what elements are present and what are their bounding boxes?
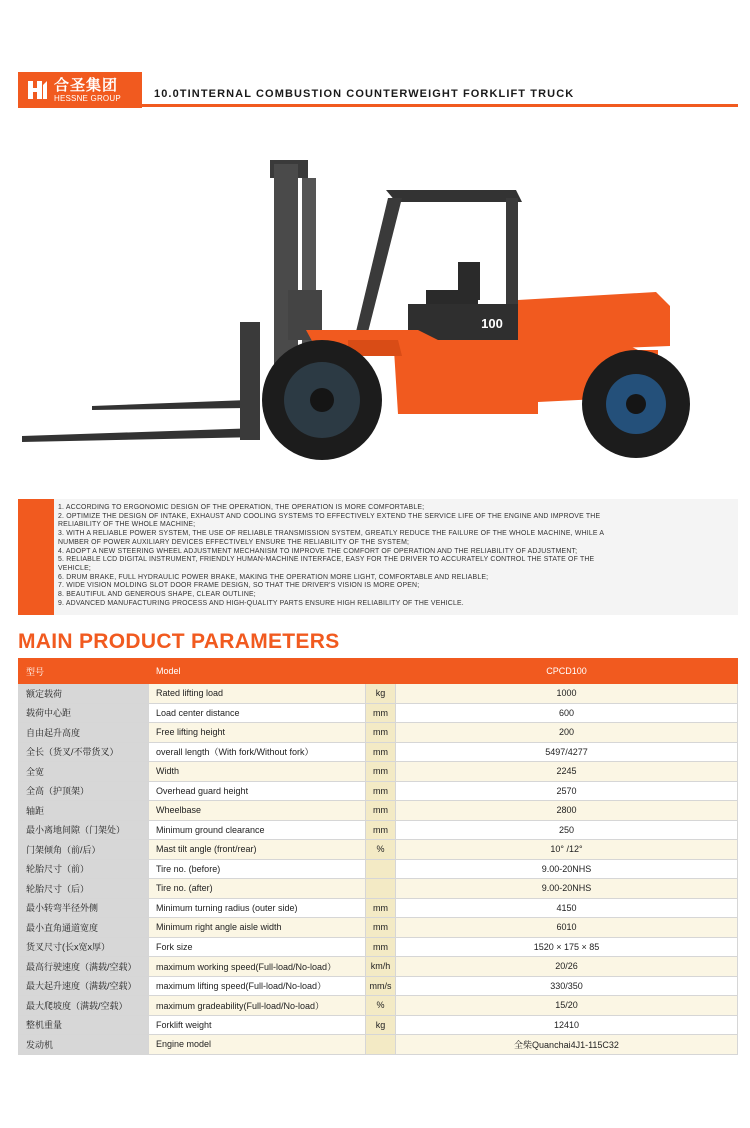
feature-line: 7. WIDE VISION MOLDING SLOT DOOR FRAME DESIGN, SO THAT THE DRIVER'S VISION IS MORE OPEN; — [58, 582, 420, 590]
row-unit: % — [366, 840, 396, 860]
table-row — [19, 1015, 738, 1035]
header-model-value: CPCD100 — [396, 659, 738, 684]
row-english-label: Forklift weight — [149, 1015, 366, 1035]
feature-line: 6. DRUM BRAKE, FULL HYDRAULIC POWER BRAKE, MAKING THE OPERATION MORE LIGHT, COMFORTABLE AND RELIABLE; — [58, 573, 489, 581]
row-value: 600 — [396, 703, 738, 723]
row-english-label: Width — [149, 762, 366, 782]
row-unit: kg — [366, 1015, 396, 1035]
feature-line: 5. RELIABLE LCD DIGITAL INSTRUMENT, FRIENDLY HUMAN-MACHINE INTERFACE, EASY FOR THE DRIVER TO ACCURATELY CONTROL THE STATE OF THE — [58, 556, 595, 564]
row-chinese-label: 轴距 — [19, 801, 149, 821]
row-english-label: maximum working speed(Full-load/No-load） — [149, 957, 366, 977]
row-value: 9.00-20NHS — [396, 879, 738, 899]
row-value: 250 — [396, 820, 738, 840]
table-row — [19, 976, 738, 996]
row-value: 1520 × 175 × 85 — [396, 937, 738, 957]
row-unit: % — [366, 996, 396, 1016]
features-list — [58, 504, 734, 608]
parameters-table — [18, 658, 738, 1055]
row-chinese-label: 载荷中心距 — [19, 703, 149, 723]
row-chinese-label: 全宽 — [19, 762, 149, 782]
row-unit: mm — [366, 801, 396, 821]
table-row — [19, 957, 738, 977]
features-panel — [18, 499, 738, 615]
logo-chinese-name: 合圣集团 — [54, 76, 119, 94]
brand-logo — [18, 72, 142, 108]
row-value: 10° /12° — [396, 840, 738, 860]
page-title: 10.0TINTERNAL COMBUSTION COUNTERWEIGHT FORKLIFT TRUCK — [154, 88, 575, 100]
feature-line: 9. ADVANCED MANUFACTURING PROCESS AND HIGH-QUALITY PARTS ENSURE HIGH RELIABILITY OF THE VEHICLE. — [58, 599, 464, 607]
row-value: 全柴Quanchai4J1-115C32 — [396, 1035, 738, 1055]
feature-line: 1. ACCORDING TO ERGONOMIC DESIGN OF THE OPERATION, THE OPERATION IS MORE COMFORTABLE; — [58, 504, 425, 511]
row-unit: km/h — [366, 957, 396, 977]
row-chinese-label: 整机重量 — [19, 1015, 149, 1035]
features-accent-bar — [18, 499, 54, 615]
row-unit: mm — [366, 703, 396, 723]
row-value: 9.00-20NHS — [396, 859, 738, 879]
table-row — [19, 742, 738, 762]
row-english-label: Minimum turning radius (outer side) — [149, 898, 366, 918]
row-unit: mm — [366, 820, 396, 840]
header-unit — [366, 659, 396, 684]
row-chinese-label: 轮胎尺寸（后） — [19, 879, 149, 899]
row-english-label: Fork size — [149, 937, 366, 957]
row-chinese-label: 发动机 — [19, 1035, 149, 1055]
row-unit: mm — [366, 762, 396, 782]
logo-mark-icon — [24, 77, 50, 103]
feature-line: 2. OPTIMIZE THE DESIGN OF INTAKE, EXHAUST AND COOLING SYSTEMS TO EFFECTIVELY EXTEND THE SERVICE LIFE OF THE ENGINE AND IMPROVE THE — [58, 512, 601, 520]
table-row — [19, 918, 738, 938]
feature-line: 8. BEAUTIFUL AND GENEROUS SHAPE, CLEAR OUTLINE; — [58, 591, 256, 599]
row-english-label: Free lifting height — [149, 723, 366, 743]
feature-line: NUMBER OF POWER AUXILIARY DEVICES EFFECTIVELY ENSURE THE RELIABILITY OF THE SYSTEM; — [58, 538, 410, 546]
row-unit: mm — [366, 937, 396, 957]
row-english-label: Engine model — [149, 1035, 366, 1055]
table-row — [19, 820, 738, 840]
row-chinese-label: 最小直角通道宽度 — [19, 918, 149, 938]
table-row — [19, 937, 738, 957]
row-chinese-label: 全长（货叉/不带货叉） — [19, 742, 149, 762]
row-english-label: Overhead guard height — [149, 781, 366, 801]
row-english-label: Minimum right angle aisle width — [149, 918, 366, 938]
table-row — [19, 996, 738, 1016]
row-value: 1000 — [396, 684, 738, 704]
logo-english-name: HESSNE GROUP — [54, 93, 121, 103]
row-english-label: maximum gradeability(Full-load/No-load） — [149, 996, 366, 1016]
row-chinese-label: 额定载荷 — [19, 684, 149, 704]
feature-line: VEHICLE; — [58, 564, 92, 572]
row-value: 2245 — [396, 762, 738, 782]
table-row — [19, 684, 738, 704]
row-english-label: Tire no. (after) — [149, 879, 366, 899]
cab-badge: 100 — [481, 316, 503, 331]
row-english-label: Tire no. (before) — [149, 859, 366, 879]
feature-line: RELIABILITY OF THE WHOLE MACHINE; — [58, 521, 196, 529]
feature-line: 4. ADOPT A NEW STEERING WHEEL ADJUSTMENT MECHANISM TO IMPROVE THE COMFORT OF OPERATION AND THE RELIABILITY OF ADJUSTMENT; — [58, 547, 578, 555]
row-unit: mm/s — [366, 976, 396, 996]
row-value: 15/20 — [396, 996, 738, 1016]
table-row — [19, 801, 738, 821]
row-value: 4150 — [396, 898, 738, 918]
table-row — [19, 723, 738, 743]
table-row — [19, 840, 738, 860]
page-header — [18, 72, 738, 108]
row-chinese-label: 全高（护顶架） — [19, 781, 149, 801]
row-chinese-label: 门架倾角（前/后） — [19, 840, 149, 860]
row-chinese-label: 货叉尺寸(长x宽x厚） — [19, 937, 149, 957]
row-chinese-label: 自由起升高度 — [19, 723, 149, 743]
table-row — [19, 898, 738, 918]
row-value: 330/350 — [396, 976, 738, 996]
forklift-truck-image — [18, 150, 698, 470]
table-row — [19, 703, 738, 723]
row-value: 2800 — [396, 801, 738, 821]
table-row — [19, 1035, 738, 1055]
header-cn: 型号 — [19, 659, 149, 684]
table-row — [19, 762, 738, 782]
row-english-label: Mast tilt angle (front/rear) — [149, 840, 366, 860]
row-unit — [366, 1035, 396, 1055]
row-english-label: Wheelbase — [149, 801, 366, 821]
row-english-label: Minimum ground clearance — [149, 820, 366, 840]
row-chinese-label: 最大起升速度（满载/空载） — [19, 976, 149, 996]
table-row — [19, 859, 738, 879]
section-title: MAIN PRODUCT PARAMETERS — [18, 630, 340, 653]
logo-text — [54, 78, 121, 103]
row-chinese-label: 轮胎尺寸（前） — [19, 859, 149, 879]
table-row — [19, 781, 738, 801]
row-unit: mm — [366, 918, 396, 938]
row-english-label: Rated lifting load — [149, 684, 366, 704]
table-header-row — [19, 659, 738, 684]
header-divider — [142, 104, 738, 107]
row-english-label: overall length（With fork/Without fork） — [149, 742, 366, 762]
row-english-label: maximum lifting speed(Full-load/No-load） — [149, 976, 366, 996]
row-chinese-label: 最小转弯半径外侧 — [19, 898, 149, 918]
row-unit: mm — [366, 723, 396, 743]
row-unit: mm — [366, 742, 396, 762]
row-unit — [366, 879, 396, 899]
feature-line: 3. WITH A RELIABLE POWER SYSTEM, THE USE OF RELIABLE TRANSMISSION SYSTEM, GREATLY REDUCE THE FAILURE OF THE WHOLE MACHINE, WHILE A — [58, 530, 605, 538]
table-row — [19, 879, 738, 899]
row-unit — [366, 859, 396, 879]
row-unit: mm — [366, 781, 396, 801]
row-unit: kg — [366, 684, 396, 704]
row-value: 5497/4277 — [396, 742, 738, 762]
row-chinese-label: 最大爬坡度（满载/空载） — [19, 996, 149, 1016]
row-value: 12410 — [396, 1015, 738, 1035]
row-chinese-label: 最小离地间隙（门架处） — [19, 820, 149, 840]
row-unit: mm — [366, 898, 396, 918]
row-chinese-label: 最高行驶速度（满载/空载） — [19, 957, 149, 977]
row-value: 2570 — [396, 781, 738, 801]
row-value: 6010 — [396, 918, 738, 938]
row-value: 20/26 — [396, 957, 738, 977]
header-en: Model — [149, 659, 366, 684]
row-value: 200 — [396, 723, 738, 743]
row-english-label: Load center distance — [149, 703, 366, 723]
